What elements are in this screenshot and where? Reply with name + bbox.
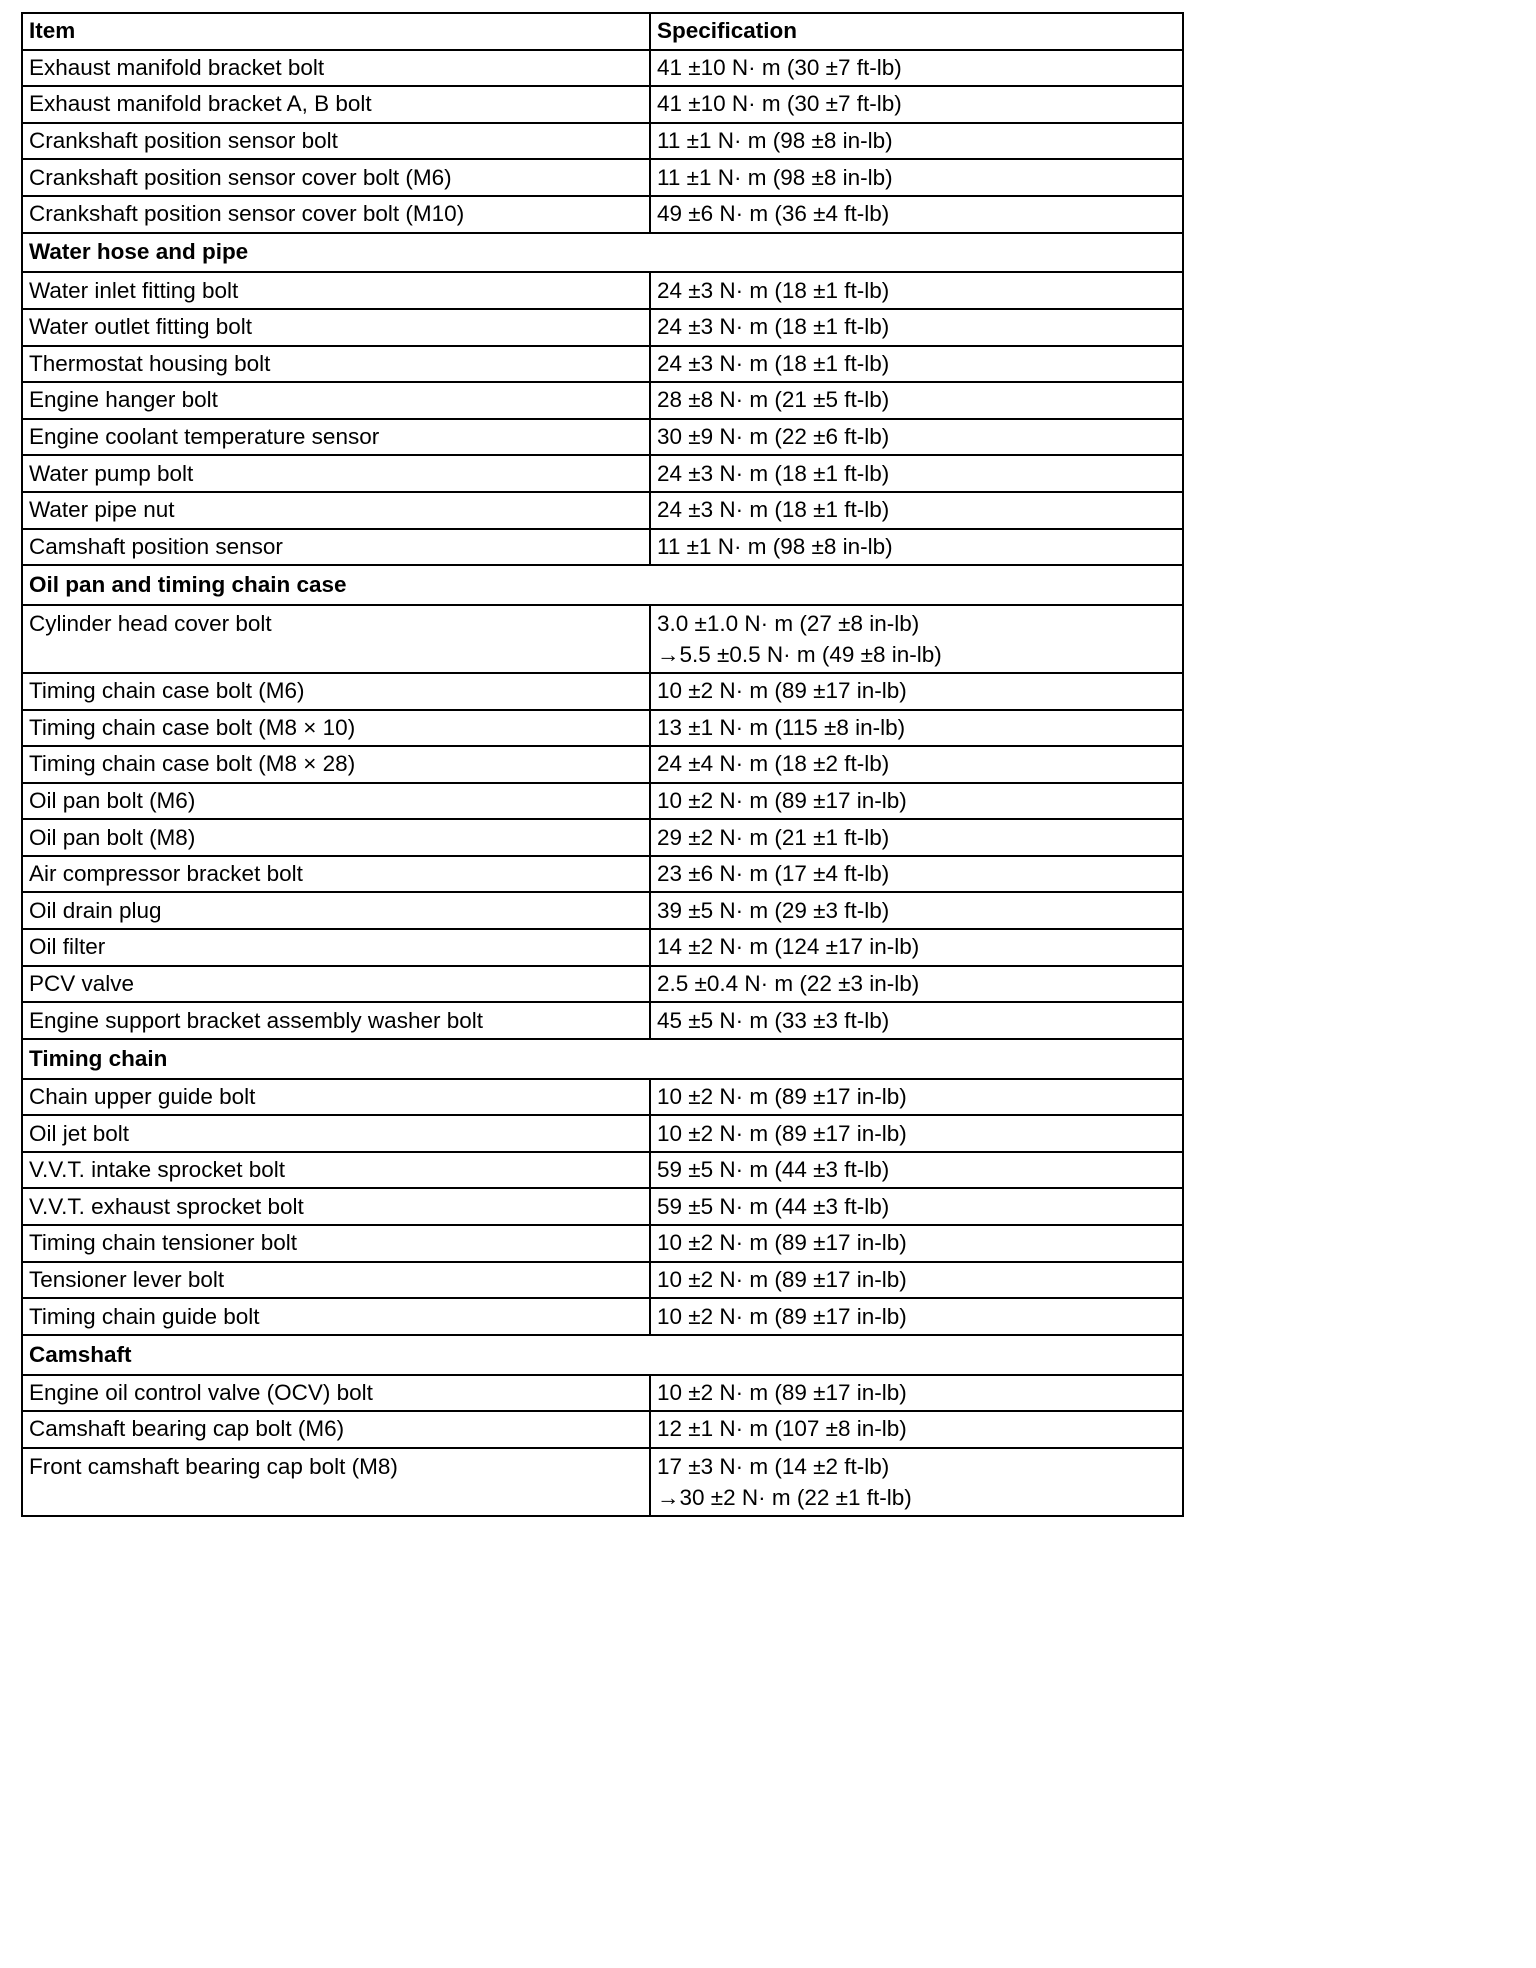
table-row: [22, 710, 1183, 747]
specification-line: 10 ±2 N· m (89 ±17 in-lb): [657, 1120, 907, 1146]
table-row: [22, 1002, 1183, 1039]
header-row: [22, 13, 1183, 50]
specification-cell: [650, 1188, 1183, 1225]
item-cell: Engine coolant temperature sensor: [22, 419, 650, 456]
specification-line: 11 ±1 N· m (98 ±8 in-lb): [657, 533, 893, 559]
item-cell: Oil pan bolt (M8): [22, 819, 650, 856]
specification-line: 24 ±3 N· m (18 ±1 ft-lb): [657, 497, 890, 523]
specification-line: 24 ±3 N· m (18 ±1 ft-lb): [657, 350, 890, 376]
section-row: [22, 1039, 1183, 1079]
section-title: Oil pan and timing chain case: [22, 565, 1183, 605]
table-row: [22, 1152, 1183, 1189]
table-row: [22, 86, 1183, 123]
specification-line: 17 ±3 N· m (14 ±2 ft-lb): [657, 1453, 890, 1479]
specification-cell: [650, 382, 1183, 419]
specification-cell: [650, 159, 1183, 196]
item-cell: Timing chain guide bolt: [22, 1298, 650, 1335]
section-row: [22, 1335, 1183, 1375]
specification-line: 10 ±2 N· m (89 ±17 in-lb): [657, 1083, 907, 1109]
specification-line: →5.5 ±0.5 N· m (49 ±8 in-lb): [657, 641, 942, 667]
item-cell: Air compressor bracket bolt: [22, 856, 650, 893]
header-specification: Specification: [650, 13, 1183, 50]
table-row: [22, 819, 1183, 856]
specification-cell: [650, 783, 1183, 820]
item-cell: Water inlet fitting bolt: [22, 272, 650, 309]
item-cell: Crankshaft position sensor cover bolt (M10): [22, 196, 650, 233]
item-cell: Water pipe nut: [22, 492, 650, 529]
table-row: [22, 159, 1183, 196]
specification-line: 10 ±2 N· m (89 ±17 in-lb): [657, 1230, 907, 1256]
section-row: [22, 233, 1183, 273]
specification-cell: [650, 1225, 1183, 1262]
item-cell: Exhaust manifold bracket A, B bolt: [22, 86, 650, 123]
table-row: [22, 1448, 1183, 1516]
section-title: Water hose and pipe: [22, 233, 1183, 273]
specification-line: 23 ±6 N· m (17 ±4 ft-lb): [657, 861, 890, 887]
item-cell: Crankshaft position sensor cover bolt (M6): [22, 159, 650, 196]
specification-cell: [650, 272, 1183, 309]
table-row: [22, 1375, 1183, 1412]
item-cell: Timing chain case bolt (M8 × 10): [22, 710, 650, 747]
specification-line: 49 ±6 N· m (36 ±4 ft-lb): [657, 201, 890, 227]
item-cell: Engine support bracket assembly washer bolt: [22, 1002, 650, 1039]
specification-cell: [650, 605, 1183, 673]
item-cell: V.V.T. exhaust sprocket bolt: [22, 1188, 650, 1225]
specification-cell: [650, 1411, 1183, 1448]
table-row: [22, 783, 1183, 820]
specification-cell: [650, 196, 1183, 233]
table-row: [22, 529, 1183, 566]
item-cell: Camshaft position sensor: [22, 529, 650, 566]
specification-cell: [650, 892, 1183, 929]
item-cell: Water outlet fitting bolt: [22, 309, 650, 346]
table-row: [22, 856, 1183, 893]
specification-cell: [650, 1152, 1183, 1189]
item-cell: Front camshaft bearing cap bolt (M8): [22, 1448, 650, 1516]
table-body: [22, 13, 1183, 1516]
specification-line: 29 ±2 N· m (21 ±1 ft-lb): [657, 824, 890, 850]
table-row: [22, 272, 1183, 309]
specification-cell: [650, 86, 1183, 123]
specification-cell: [650, 529, 1183, 566]
specification-line: 3.0 ±1.0 N· m (27 ±8 in-lb): [657, 610, 920, 636]
specification-cell: [650, 1115, 1183, 1152]
table-row: [22, 673, 1183, 710]
torque-spec-table: [21, 12, 1184, 1517]
table-row: [22, 1188, 1183, 1225]
specification-cell: [650, 419, 1183, 456]
item-cell: Thermostat housing bolt: [22, 346, 650, 383]
item-cell: Oil pan bolt (M6): [22, 783, 650, 820]
specification-line: 41 ±10 N· m (30 ±7 ft-lb): [657, 91, 902, 117]
table-row: [22, 382, 1183, 419]
specification-line: 59 ±5 N· m (44 ±3 ft-lb): [657, 1157, 890, 1183]
specification-line: →30 ±2 N· m (22 ±1 ft-lb): [657, 1484, 912, 1510]
item-cell: Oil filter: [22, 929, 650, 966]
specification-line: 13 ±1 N· m (115 ±8 in-lb): [657, 714, 906, 740]
specification-cell: [650, 1298, 1183, 1335]
specification-cell: [650, 50, 1183, 87]
specification-line: 11 ±1 N· m (98 ±8 in-lb): [657, 128, 893, 154]
specification-cell: [650, 309, 1183, 346]
table-row: [22, 746, 1183, 783]
table-row: [22, 50, 1183, 87]
table-row: [22, 1298, 1183, 1335]
item-cell: Tensioner lever bolt: [22, 1262, 650, 1299]
specification-line: 24 ±3 N· m (18 ±1 ft-lb): [657, 277, 890, 303]
table-row: [22, 1225, 1183, 1262]
table-row: [22, 455, 1183, 492]
specification-line: 10 ±2 N· m (89 ±17 in-lb): [657, 787, 907, 813]
specification-cell: [650, 492, 1183, 529]
table-row: [22, 1262, 1183, 1299]
table-row: [22, 419, 1183, 456]
table-row: [22, 309, 1183, 346]
specification-line: 45 ±5 N· m (33 ±3 ft-lb): [657, 1007, 890, 1033]
specification-cell: [650, 1375, 1183, 1412]
item-cell: Exhaust manifold bracket bolt: [22, 50, 650, 87]
section-row: [22, 565, 1183, 605]
specification-cell: [650, 1448, 1183, 1516]
item-cell: Chain upper guide bolt: [22, 1079, 650, 1116]
item-cell: Oil jet bolt: [22, 1115, 650, 1152]
item-cell: Timing chain case bolt (M8 × 28): [22, 746, 650, 783]
specification-cell: [650, 346, 1183, 383]
table-row: [22, 966, 1183, 1003]
section-title: Camshaft: [22, 1335, 1183, 1375]
specification-line: 39 ±5 N· m (29 ±3 ft-lb): [657, 897, 890, 923]
table-row: [22, 892, 1183, 929]
table-row: [22, 1115, 1183, 1152]
item-cell: Water pump bolt: [22, 455, 650, 492]
item-cell: Oil drain plug: [22, 892, 650, 929]
specification-line: 2.5 ±0.4 N· m (22 ±3 in-lb): [657, 970, 920, 996]
item-cell: Engine hanger bolt: [22, 382, 650, 419]
specification-line: 10 ±2 N· m (89 ±17 in-lb): [657, 678, 907, 704]
specification-line: 10 ±2 N· m (89 ±17 in-lb): [657, 1303, 907, 1329]
header-item: Item: [22, 13, 650, 50]
table-row: [22, 929, 1183, 966]
specification-cell: [650, 123, 1183, 160]
item-cell: Engine oil control valve (OCV) bolt: [22, 1375, 650, 1412]
specification-cell: [650, 455, 1183, 492]
specification-line: 10 ±2 N· m (89 ±17 in-lb): [657, 1266, 907, 1292]
item-cell: Crankshaft position sensor bolt: [22, 123, 650, 160]
specification-line: 12 ±1 N· m (107 ±8 in-lb): [657, 1416, 907, 1442]
specification-line: 41 ±10 N· m (30 ±7 ft-lb): [657, 54, 902, 80]
specification-line: 30 ±9 N· m (22 ±6 ft-lb): [657, 424, 890, 450]
table-row: [22, 605, 1183, 673]
table-row: [22, 196, 1183, 233]
table-row: [22, 346, 1183, 383]
specification-line: 28 ±8 N· m (21 ±5 ft-lb): [657, 387, 890, 413]
specification-cell: [650, 1079, 1183, 1116]
specification-line: 24 ±3 N· m (18 ±1 ft-lb): [657, 460, 890, 486]
table-row: [22, 1411, 1183, 1448]
table-row: [22, 1079, 1183, 1116]
specification-cell: [650, 966, 1183, 1003]
item-cell: Cylinder head cover bolt: [22, 605, 650, 673]
specification-line: 10 ±2 N· m (89 ±17 in-lb): [657, 1379, 907, 1405]
table-row: [22, 492, 1183, 529]
specification-line: 11 ±1 N· m (98 ±8 in-lb): [657, 164, 893, 190]
specification-cell: [650, 929, 1183, 966]
specification-cell: [650, 819, 1183, 856]
specification-line: 59 ±5 N· m (44 ±3 ft-lb): [657, 1193, 890, 1219]
specification-cell: [650, 673, 1183, 710]
specification-line: 24 ±4 N· m (18 ±2 ft-lb): [657, 751, 890, 777]
item-cell: Camshaft bearing cap bolt (M6): [22, 1411, 650, 1448]
specification-cell: [650, 710, 1183, 747]
specification-cell: [650, 746, 1183, 783]
specification-cell: [650, 856, 1183, 893]
section-title: Timing chain: [22, 1039, 1183, 1079]
specification-cell: [650, 1002, 1183, 1039]
table-row: [22, 123, 1183, 160]
item-cell: Timing chain case bolt (M6): [22, 673, 650, 710]
specification-line: 14 ±2 N· m (124 ±17 in-lb): [657, 934, 920, 960]
item-cell: V.V.T. intake sprocket bolt: [22, 1152, 650, 1189]
item-cell: Timing chain tensioner bolt: [22, 1225, 650, 1262]
item-cell: PCV valve: [22, 966, 650, 1003]
specification-line: 24 ±3 N· m (18 ±1 ft-lb): [657, 314, 890, 340]
specification-cell: [650, 1262, 1183, 1299]
